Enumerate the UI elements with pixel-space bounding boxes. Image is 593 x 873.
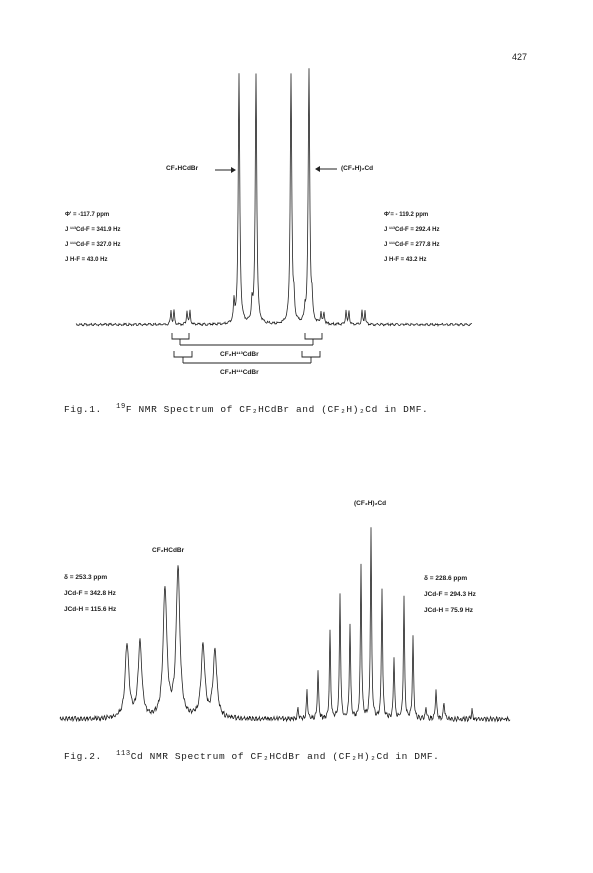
fig1-params-right	[384, 208, 440, 268]
fig1-param-j111-right: J ¹¹¹Cd-F = 277.8 Hz	[384, 242, 440, 248]
fig1-caption-text: F NMR Spectrum of CF₂HCdBr and (CF₂H)₂Cd in DMF.	[125, 404, 429, 415]
fig1-params-left	[65, 208, 121, 268]
fig2-caption-isotope: 113	[116, 749, 131, 758]
fig1-param-shift-right: Φ'= - 119.2 ppm	[384, 212, 429, 218]
fig1-param-jhf-right: J H-F = 43.2 Hz	[384, 257, 427, 263]
fig1-caption-isotope: 19	[116, 402, 126, 411]
fig2-caption-prefix: Fig.2.	[64, 751, 102, 762]
fig1-bracket-label-113: CF₂H¹¹³CdBr	[220, 351, 259, 358]
fig1-label-cf2h2cd: (CF₂H)₂Cd	[341, 165, 374, 172]
fig2-param-jcdf-left: JCd-F = 342.8 Hz	[64, 590, 116, 597]
fig2-label-cf2hcdbr: CF₂HCdBr	[152, 547, 185, 554]
fig1-param-j113-right: J ¹¹³Cd-F = 292.4 Hz	[384, 227, 440, 233]
fig2-caption	[64, 751, 439, 762]
fig1-label-cf2hcdbr: CF₂HCdBr	[166, 165, 199, 172]
fig2-param-jcdf-right: JCd-F = 294.3 Hz	[424, 591, 476, 598]
fig1-caption-prefix: Fig.1.	[64, 404, 102, 415]
fig1-spectrum-trace	[76, 68, 472, 326]
fig1-bracket-113	[172, 333, 322, 345]
fig2-params-left	[64, 570, 116, 618]
fig1-param-j113-left: J ¹¹³Cd-F = 341.9 Hz	[65, 227, 121, 233]
fig2-label-cf2h2cd: (CF₂H)₂Cd	[354, 500, 387, 507]
fig1-param-j111-left: J ¹¹¹Cd-F = 327.0 Hz	[65, 242, 121, 248]
fig2-param-jcdh-right: JCd-H = 75.9 Hz	[424, 607, 473, 614]
fig2-param-shift-right: δ = 228.6 ppm	[424, 575, 468, 582]
fig1-bracket-label-111: CF₂H¹¹¹CdBr	[220, 369, 259, 376]
fig2-params-right	[424, 571, 476, 619]
fig1-param-shift-left: Φ' = -117.7 ppm	[65, 212, 110, 218]
fig2-spectrum-trace	[60, 527, 510, 721]
fig1-arrow-right-icon	[315, 166, 337, 172]
fig1-param-jhf-left: J H-F = 43.0 Hz	[65, 257, 108, 263]
fig1-caption	[64, 404, 428, 415]
fig2-caption-text: Cd NMR Spectrum of CF₂HCdBr and (CF₂H)₂Cd in DMF.	[130, 751, 440, 762]
figure2-spectrum	[60, 527, 510, 721]
fig1-arrow-left-icon	[215, 167, 236, 173]
page-number: 427	[512, 52, 528, 62]
fig2-param-jcdh-left: JCd-H = 115.6 Hz	[64, 606, 117, 613]
fig2-param-shift-left: δ = 253.3 ppm	[64, 574, 108, 581]
